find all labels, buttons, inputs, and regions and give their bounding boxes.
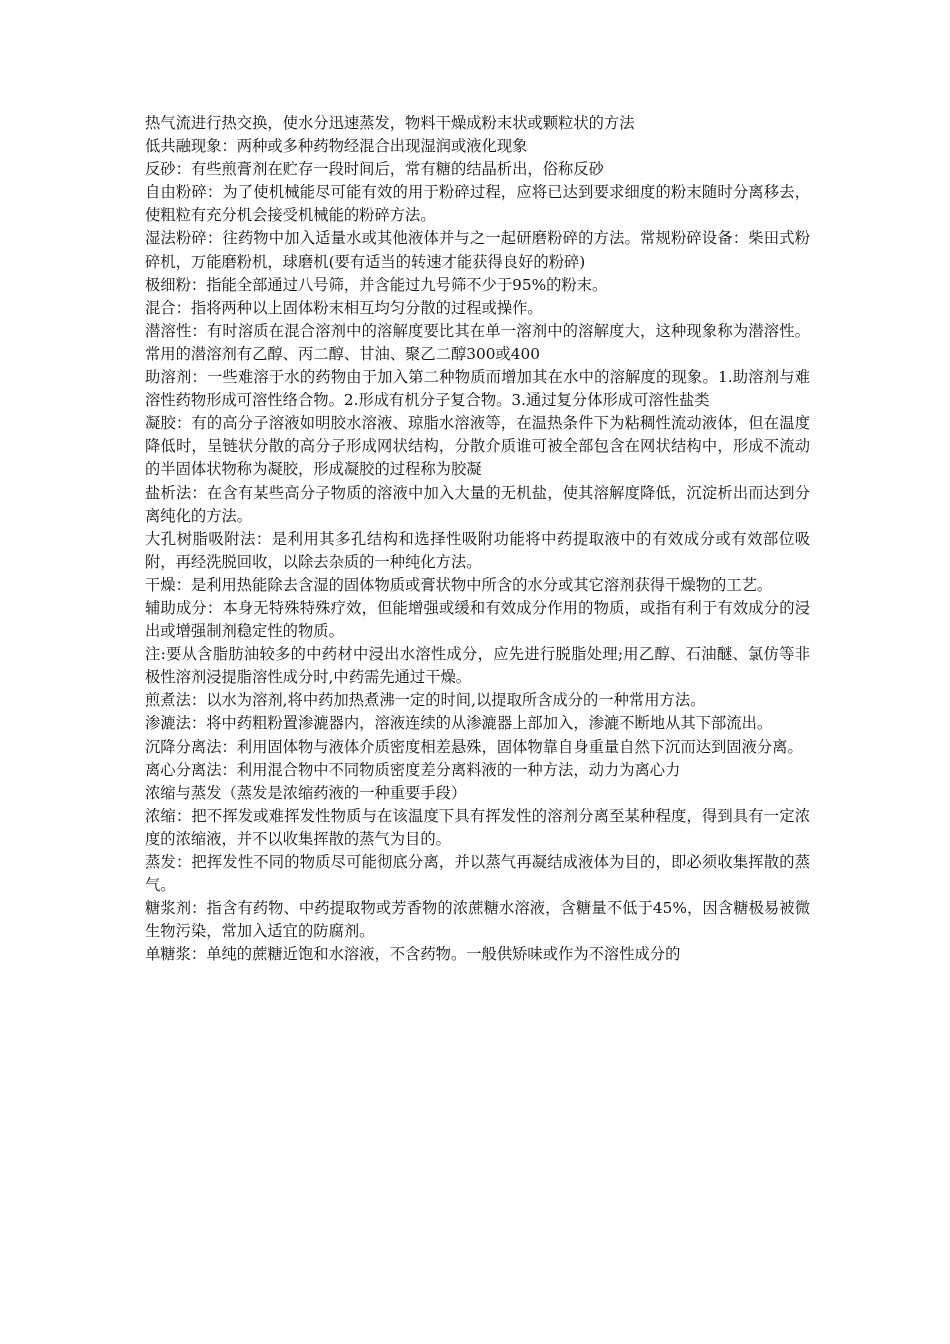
- paragraph-note: 注:要从含脂肪油较多的中药材中浸出水溶性成分，应先进行脱脂处理;用乙醇、石油醚、氯仿等非极性溶剂浸提脂溶性成分时,中药需先通过干燥。: [145, 645, 810, 687]
- paragraph-macroporous-resin: 大孔树脂吸附法：是利用其多孔结构和选择性吸附功能将中药提取液中的有效成分或有效部位吸附，再经洗脱回收，以除去杂质的一种纯化方法。: [145, 529, 810, 571]
- paragraph-centrifugation: 离心分离法：利用混合物中不同物质密度差分离料液的一种方法，动力为离心力: [145, 760, 681, 779]
- paragraph-simple-syrup: 单糖浆：单纯的蔗糖近饱和水溶液，不含药物。一般供矫味或作为不溶性成分的: [145, 945, 681, 964]
- paragraph-free-grinding: 自由粉碎：为了使机械能尽可能有效的用于粉碎过程，应将已达到要求细度的粉末随时分离移去，使粗粒有充分机会接受机械能的粉碎方法。: [145, 183, 810, 225]
- paragraph-wet-grinding: 湿法粉碎：往药物中加入适量水或其他液体并与之一起研磨粉碎的方法。常规粉碎设备：柴田式粉碎机，万能磨粉机，球磨机(要有适当的转速才能获得良好的粉碎): [145, 229, 810, 271]
- paragraph-evaporation: 蒸发：把挥发性不同的物质尽可能彻底分离，并以蒸气再凝结成液体为目的，即必须收集挥散的蒸气。: [145, 853, 810, 895]
- paragraph-hydrotropy: 助溶剂：一些难溶于水的药物由于加入第二种物质而增加其在水中的溶解度的现象。1.助溶剂与难溶性药物形成可溶性络合物。2.形成有机分子复合物。3.通过复分体形成可溶性盐类: [145, 368, 810, 410]
- paragraph-concentration-heading: 浓缩与蒸发（蒸发是浓缩药液的一种重要手段）: [145, 783, 467, 802]
- paragraph-decoction: 煎煮法：以水为溶剂,将中药加热煮沸一定的时间,以提取所含成分的一种常用方法。: [145, 691, 706, 710]
- paragraph-gel: 凝胶：有的高分子溶液如明胶水溶液、琼脂水溶液等，在温热条件下为粘稠性流动液体，但在温度降低时，呈链状分散的高分子形成网状结构，分散介质谁可被全部包含在网状结构中，形成不流动的半固体状物称为凝胶，形成凝胶的过程称为胶凝: [145, 414, 810, 479]
- paragraph-spray-drying-tail: 热气流进行热交换，使水分迅速蒸发，物料干燥成粉末状或颗粒状的方法: [145, 114, 635, 132]
- paragraph-mixing: 混合：指将两种以上固体粉末相互均匀分散的过程或操作。: [145, 298, 543, 317]
- paragraph-drying: 干燥：是利用热能除去含湿的固体物质或膏状物中所含的水分或其它溶剂获得干燥物的工艺。: [145, 575, 773, 594]
- paragraph-concentration: 浓缩：把不挥发或难挥发性物质与在该温度下具有挥发性的溶剂分离至某种程度，得到具有一定浓度的浓缩液，并不以收集挥散的蒸气为目的。: [145, 806, 810, 848]
- paragraph-eutectic: 低共融现象：两种或多种药物经混合出现湿润或液化现象: [145, 137, 528, 156]
- paragraph-syrup: 糖浆剂：指含有药物、中药提取物或芳香物的浓蔗糖水溶液，含糖量不低于45%，因含糖极易被微生物污染，常加入适宜的防腐剂。: [145, 899, 810, 941]
- paragraph-salting-out: 盐析法：在含有某些高分子物质的溶液中加入大量的无机盐，使其溶解度降低，沉淀析出而达到分离纯化的方法。: [145, 483, 810, 525]
- paragraph-cosolvency: 潜溶性：有时溶质在混合溶剂中的溶解度要比其在单一溶剂中的溶解度大，这种现象称为潜溶性。常用的潜溶剂有乙醇、丙二醇、甘油、聚乙二醇300或400: [145, 321, 810, 363]
- document-body: [145, 112, 810, 966]
- paragraph-sedimentation: 沉降分离法：利用固体物与液体介质密度相差悬殊，固体物靠自身重量自然下沉而达到固液分离。: [145, 737, 803, 756]
- paragraph-fansha: 反砂：有些煎膏剂在贮存一段时间后，常有糖的结晶析出，俗称反砂: [145, 160, 604, 179]
- paragraph-percolation: 渗漉法：将中药粗粉置渗漉器内，溶液连续的从渗漉器上部加入，渗漉不断地从其下部流出。: [145, 714, 773, 733]
- paragraph-fine-powder: 极细粉：指能全部通过八号筛，并含能过九号筛不少于95%的粉末。: [145, 275, 608, 294]
- paragraph-auxiliary-components: 辅助成分：本身无特殊特殊疗效，但能增强或缓和有效成分作用的物质，或指有利于有效成分的浸出或增强制剂稳定性的物质。: [145, 598, 810, 641]
